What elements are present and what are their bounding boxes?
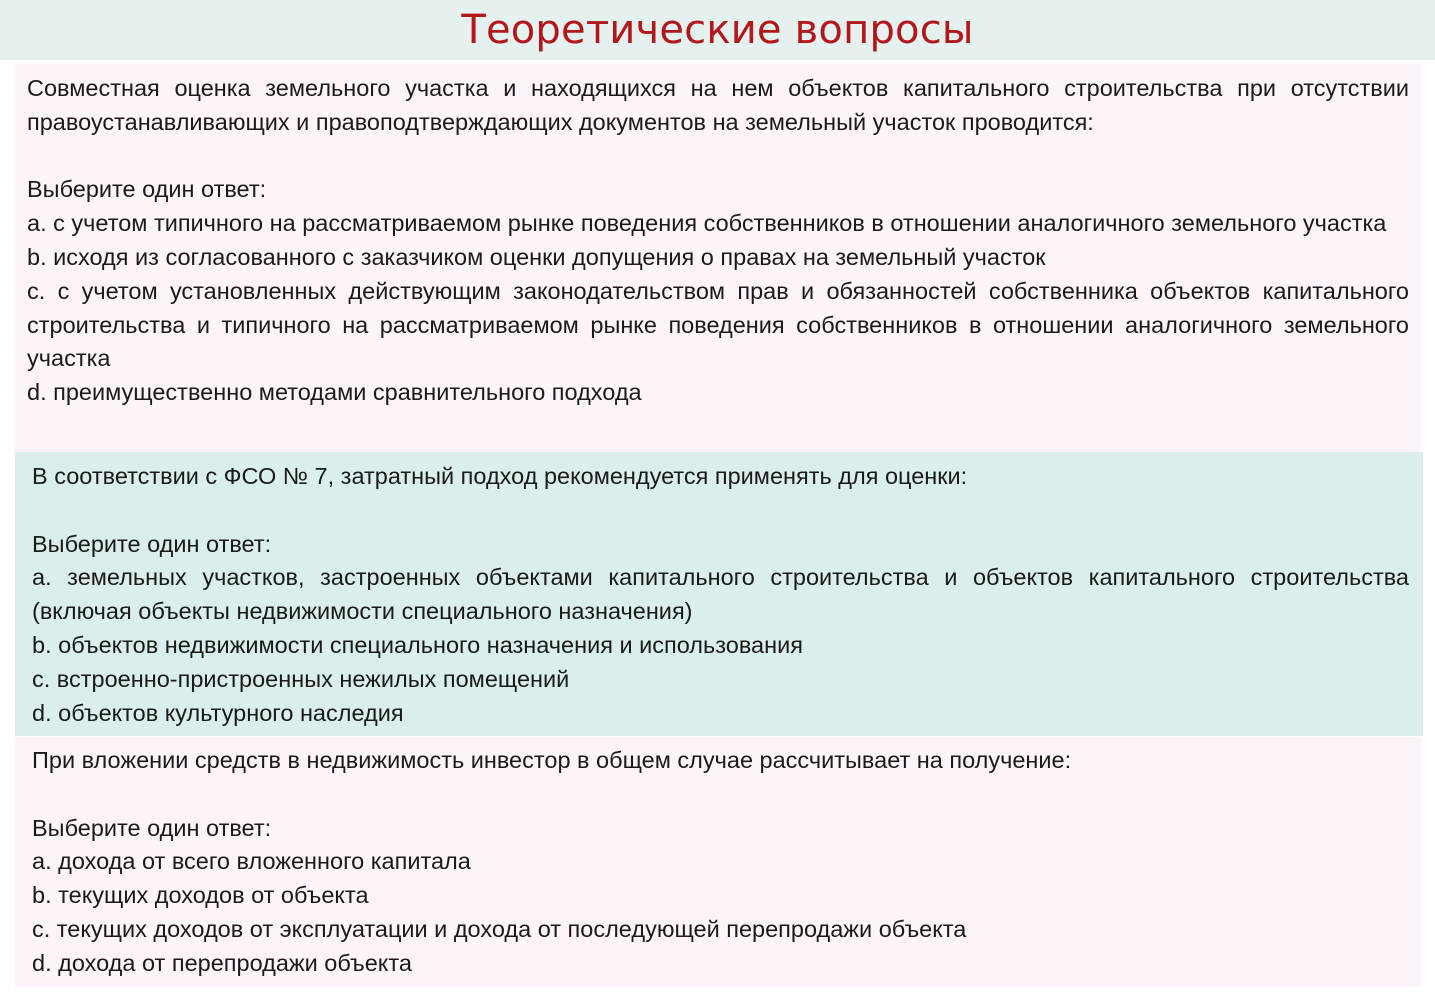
spacer [32,494,1409,528]
answer-prompt: Выберите один ответ: [32,530,272,557]
answer-option-b[interactable]: b. объектов недвижимости специального назначения и использования [32,631,803,658]
question-block-2 [15,452,1423,736]
question-text: Совместная оценка земельного участка и находящихся на нем объектов капитального строительства при отсутствии правоустанавливающих и правоподтверждающих документов на земельный участок проводится: [27,75,1409,135]
answer-prompt: Выберите один ответ: [32,814,272,841]
answer-option-c[interactable]: c. с учетом установленных действующим законодательством прав и обязанностей собственника объектов капитального строительства и типичного на рассматриваемом рынке поведения собственников в отношении аналогичного земельного участка [27,277,1409,372]
answer-option-a[interactable]: a. с учетом типичного на рассматриваемом рынке поведения собственников в отношении аналогичного земельного участка [27,210,1387,237]
answer-option-d[interactable]: d. объектов культурного наследия [32,699,404,726]
question-block-1 [14,64,1421,452]
answer-option-b[interactable]: b. исходя из согласованного с заказчиком оценки допущения о правах на земельный участок [27,243,1046,270]
answer-option-d[interactable]: d. преимущественно методами сравнительного подхода [27,379,642,406]
answer-option-d[interactable]: d. дохода от перепродажи объекта [32,949,412,976]
answer-option-a[interactable]: a. дохода от всего вложенного капитала [32,848,471,875]
title-bar [0,0,1435,60]
question-text: В соответствии с ФСО № 7, затратный подход рекомендуется применять для оценки: [32,463,968,489]
question-block-3 [15,737,1421,987]
question-text: При вложении средств в недвижимость инвестор в общем случае рассчитывает на получение: [32,747,1072,773]
spacer [32,778,1407,812]
answer-option-c[interactable]: c. текущих доходов от эксплуатации и дохода от последующей перепродажи объекта [32,915,967,942]
answer-option-c[interactable]: c. встроенно-пристроенных нежилых помещений [32,665,570,692]
spacer [27,140,1409,174]
answer-option-b[interactable]: b. текущих доходов от объекта [32,882,369,909]
page-title: Теоретические вопросы [461,7,974,53]
answer-prompt: Выберите один ответ: [27,176,267,203]
answer-option-a[interactable]: a. земельных участков, застроенных объектами капитального строительства и объектов капитального строительства (включая объекты недвижимости специального назначения) [32,564,1409,625]
